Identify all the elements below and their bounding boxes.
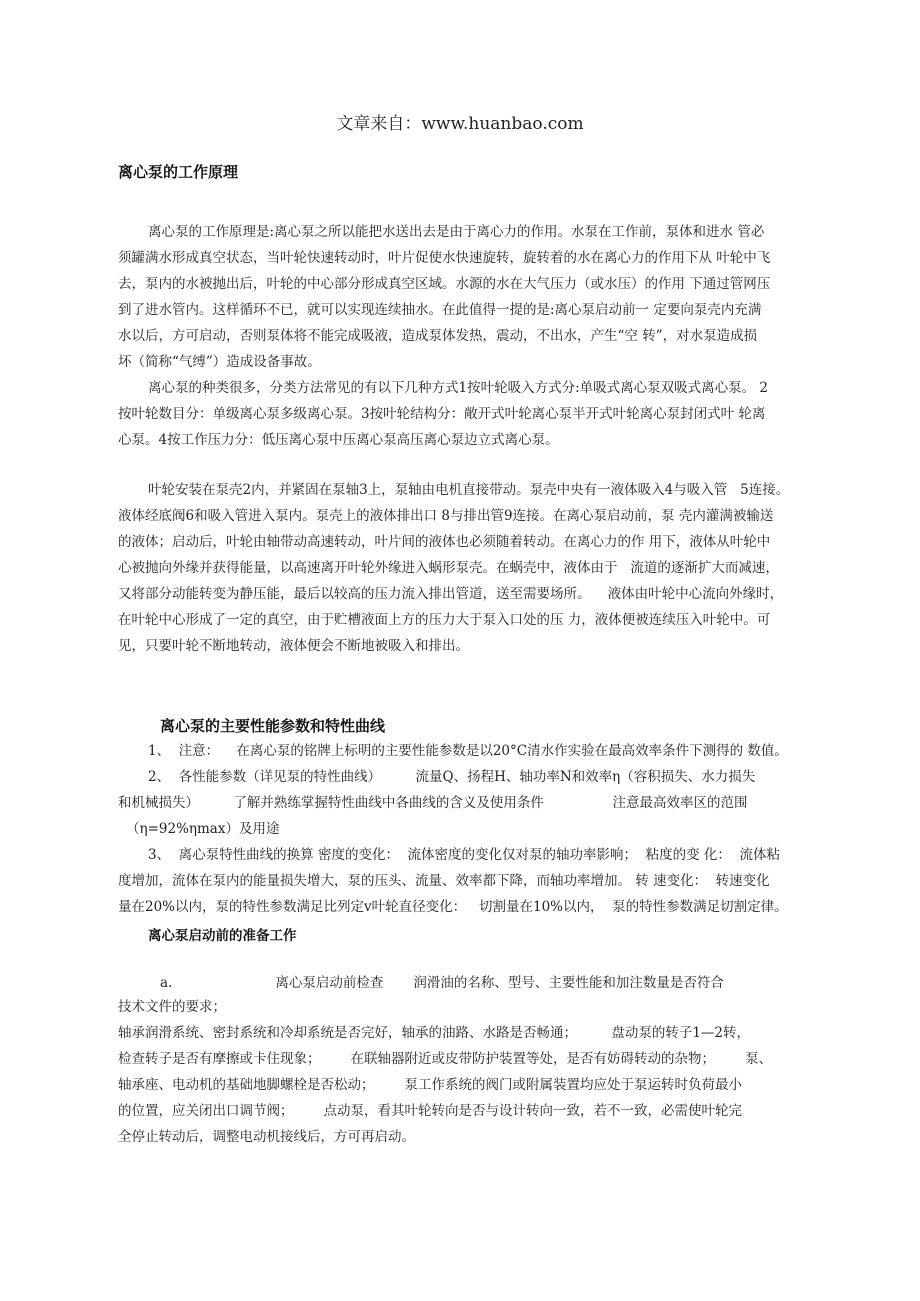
text-line: 全停止转动后，调整电动机接线后，方可再启动。 <box>118 1129 415 1145</box>
text-line: 坏（简称“气缚”）造成设备事故。 <box>118 354 321 370</box>
text-line: 又将部分动能转变为静压能，最后以较高的压力流入排出管道，送至需要场所。 液体由叶轮中心流向外缘时， <box>118 586 784 602</box>
text-line: 的液体；启动后，叶轮由轴带动高速转动，叶片间的液体也必须随着转动。在离心力的作 用下，液体从叶轮中 <box>118 534 771 550</box>
text-line: 去，泵内的水被抛出后，叶轮的中心部分形成真空区域。水源的水在大气压力（或水压）的作用 下通过管网压 <box>118 276 771 292</box>
text-line: 2、 各性能参数（详见泵的特性曲线） 流量Q、扬程H、轴功率N和效率η（容积损失、水力损失 <box>148 769 756 785</box>
text-line: 3、 离心泵特性曲线的换算 密度的变化： 流体密度的变化仅对泵的轴功率影响； 粘度的变 化： 流体粘 <box>148 847 781 863</box>
text-line: （η=92%ηmax）及用途 <box>126 821 280 837</box>
text-line: 检查转子是否有摩擦或卡住现象； 在联轴器附近或皮带防护装置等处，是否有妨碍转动的杂物； 泵、 <box>118 1051 773 1067</box>
source-line: 文章来自：www.huanbao.com <box>336 114 584 134</box>
text-line: 见，只要叶轮不断地转动，液体便会不断地被吸入和排出。 <box>118 638 469 654</box>
section-heading-performance: 离心泵的主要性能参数和特性曲线 <box>160 717 386 735</box>
text-line: 到了进水管内。这样循环不已，就可以实现连续抽水。在此值得一提的是:离心泵启动前一 定要向泵壳内充满 <box>118 302 762 318</box>
text-line: 液体经底阀6和吸入管进入泵内。泵壳上的液体排出口 8与排出管9连接。在离心泵启动前，泵 壳内灌满被输送 <box>118 508 774 524</box>
text-line: 心被抛向外缘并获得能量，以高速离开叶轮外缘进入蜗形泵壳。在蜗壳中，液体由于 流道的逐渐扩大而减速， <box>118 560 779 576</box>
text-line: 心泵。4按工作压力分：低压离心泵中压离心泵高压离心泵边立式离心泵。 <box>118 432 559 448</box>
text-line: 在叶轮中心形成了一定的真空，由于贮槽液面上方的压力大于泵入口处的压 力，液体便被连续压入叶轮中。可 <box>118 612 771 628</box>
section-heading-principle: 离心泵的工作原理 <box>118 163 239 181</box>
text-line: 轴承座、电动机的基础地脚螺栓是否松动； 泵工作系统的阀门或附属装置均应处于泵运转时负荷最小 <box>118 1077 743 1093</box>
section-heading-startup: 离心泵启动前的准备工作 <box>148 928 297 944</box>
text-line: 离心泵的种类很多，分类方法常见的有以下几种方式1按叶轮吸入方式分:单吸式离心泵双吸式离心泵。 2 <box>148 380 769 396</box>
text-line: 叶轮安装在泵壳2内，并紧固在泵轴3上，泵轴由电机直接带动。泵壳中央有一液体吸入4与吸入管 5连接。 <box>148 482 790 498</box>
text-line: 按叶轮数目分：单级离心泵多级离心泵。3按叶轮结构分：敞开式叶轮离心泵半开式叶轮离心泵封闭式叶 轮离 <box>118 406 766 422</box>
text-line: 的位置，应关闭出口调节阀； 点动泵，看其叶轮转向是否与设计转向一致，若不一致，必需使叶轮完 <box>118 1103 743 1119</box>
text-line: 离心泵的工作原理是:离心泵之所以能把水送出去是由于离心力的作用。水泵在工作前，泵体和进水 管必 <box>148 224 765 240</box>
text-line: 水以后，方可启动，否则泵体将不能完成吸液，造成泵体发热，震动，不出水，产生“空 转”，对水泵造成损 <box>118 328 758 344</box>
text-line: 轴承润滑系统、密封系统和冷却系统是否完好，轴承的油路、水路是否畅通； 盘动泵的转子1—2转， <box>118 1025 751 1041</box>
text-line: 技术文件的要求； <box>118 999 226 1015</box>
text-line: 和机械损失） 了解并熟练掌握特性曲线中各曲线的含义及使用条件 注意最高效率区的范围 <box>118 795 748 811</box>
text-line: 1、 注意： 在离心泵的铭牌上标明的主要性能参数是以20°C清水作实验在最高效率条件下测得的 数值。 <box>148 743 788 759</box>
text-line: 量在20%以内，泵的特性参数满足比列定v叶轮直径变化： 切割量在10%以内， 泵的特性参数满足切割定律。 <box>118 899 788 915</box>
text-line: a. 离心泵启动前检查 润滑油的名称、型号、主要性能和加注数量是否符合 <box>160 975 724 991</box>
text-line: 须罐满水形成真空状态，当叶轮快速转动时，叶片促使水快速旋转，旋转着的水在离心力的作用下从 叶轮中飞 <box>118 250 771 266</box>
text-line: 度增加，流体在泵内的能量损失增大，泵的压头、流量、效率都下降，而轴功率增加。 转 速变化： 转速变化 <box>118 873 770 889</box>
